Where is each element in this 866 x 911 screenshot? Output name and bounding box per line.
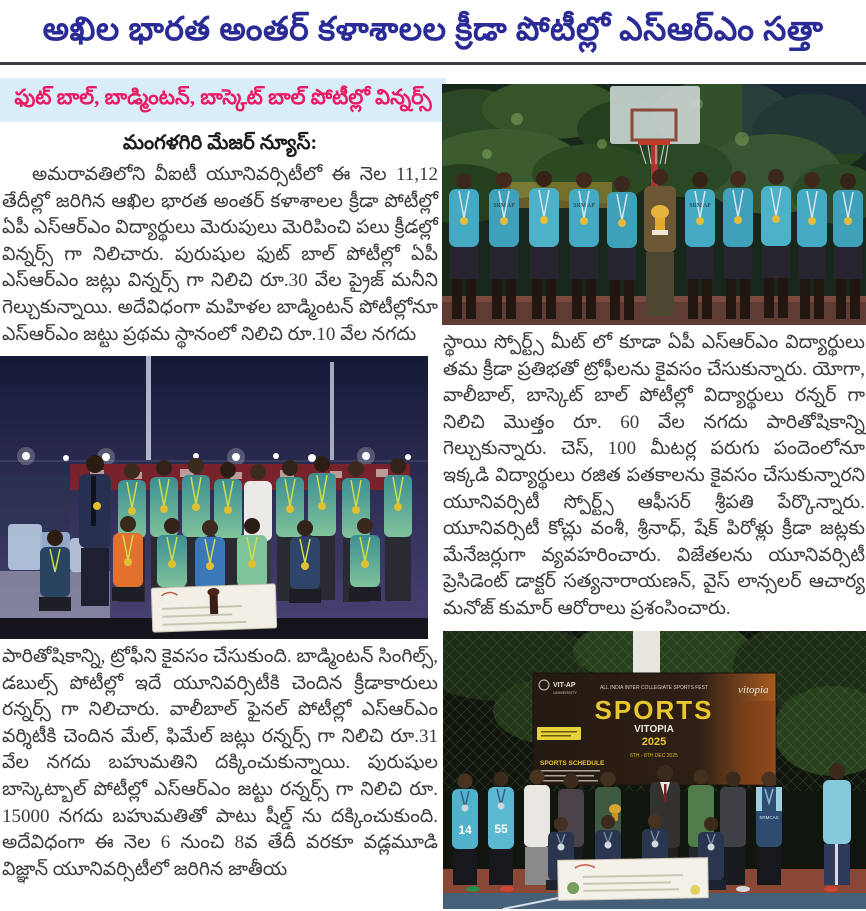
paragraph-right: స్థాయి స్పోర్ట్స్ మీట్ లో కూడా ఏపీ ఎస్ఆర్ఎం విద్యార్థులు తమ క్రీడా ప్రతిభతో ట్రోఫీలను కైవసం చేసుకున్నారు. యోగా, వాలీబాల్, బాస్కెట్ బాల్ పోటీల్లో విద్యార్థులు రన్నర్ గా నిలిచి మొత్తం రూ. 60 వేల నగదు పారితోషికాన్ని గెల్చుకున్నారు. చెస్, 100 మీటర్ల పరుగు పందెంలోనూ ఇక్కడి విద్యార్థులు రజిత పతకాలను కైవసం చేసుకున్నారని యూనివర్సిటీ స్పోర్ట్స్ ఆఫీసర్ శ్రీపతి పేర్కొన్నారు. యూనివర్సిటీ కోచ్లు వంశీ, శ్రీనాధ్, షేక్ పిరోళ్లు క్రీడా జట్లకు మేనేజర్లుగా వ్యవహరించారు. విజేతలను యూనివర్సిటీ ప్రెసిడెంట్ డాక్టర్ సత్యనారాయణన్, వైస్ లాన్సలర్ ఆచార్య మనోజ్ కుమార్ ఆరోరాలు ప్రశంసించారు. [443,332,865,619]
svg-text:VIT-AP: VIT-AP [553,682,576,689]
svg-text:SRMCAS: SRMCAS [759,815,779,820]
subhead-bar [0,78,446,122]
vitopia-photo-art [443,631,866,909]
svg-text:UNIVERSITY: UNIVERSITY [553,690,578,695]
subhead-text: ఫుట్ బాల్, బాడ్మింటన్, బాస్కెట్ బాల్ పోటీల్లో విన్నర్స్ [14,85,432,109]
player-figure [79,455,111,606]
photo-football-team [0,356,428,639]
official-figure [823,763,851,885]
prize-cheque [151,584,276,632]
svg-text:ALL INDIA INTER COLLEGIATE SPO: ALL INDIA INTER COLLEGIATE SPORTS FEST [600,685,708,691]
paragraph-left-1: అమరావతిలోని వీఐటీ యూనివర్సిటీలో ఈ నెల 11,12 తేదీల్లో జరిగిన ఆఖిల భారత అంతర్ కళాశాలల క్రీడా పోటీల్లో ఏపీ ఎస్ఆర్ఎం విద్యార్థులు మెరుపులు మెరిపించి పలు క్రీడల్లో విన్నర్స్ గా నిలిచారు. పురుషుల ఫుట్ బాల్ పోటీల్లో ఏపీ ఎస్ఆర్ఎం జట్లు విన్నర్స్ గా నిలిచి రూ.30 వేల ప్రైజ్ మనీని గెల్చుకున్నాయి. అదేవిధంగా మహిళల బాడ్మింటన్ పోటీల్లోనూ ఎస్ఆర్ఎం జట్టు ప్రథమ స్థానంలో నిలిచి రూ.10 వేల నగదు [2,164,438,345]
dateline: మంగళగిరి మేజర్ న్యూస్: [122,132,318,154]
svg-text:14: 14 [458,823,472,837]
photo-basketball-team [442,84,866,325]
svg-text:55: 55 [494,822,508,836]
svg-text:SRM AP: SRM AP [493,203,515,209]
headline-divider [0,62,866,65]
player-figure [384,458,412,601]
player-figure [756,772,782,886]
svg-text:SRM AP: SRM AP [689,203,711,209]
svg-text:SRM AP: SRM AP [573,203,595,209]
prize-cheque [558,858,709,901]
basketball-photo-art [442,84,866,325]
svg-text:6TH - 8TH DEC 2025: 6TH - 8TH DEC 2025 [630,753,678,759]
page-title: అఖిల భారత అంతర్ కళాశాలల క్రీడా పోటీల్లో ఎస్ఆర్ఎం సత్తా [42,12,824,48]
football-photo-art [0,356,428,639]
player-row [449,169,863,320]
vitopia-script-logo: vitopia [738,684,769,696]
photo-vitopia-group [443,631,866,909]
svg-text:SPORTS SCHEDULE: SPORTS SCHEDULE [540,760,605,767]
player-figure [452,774,478,886]
svg-text:VITOPIA: VITOPIA [634,724,674,735]
player-figure [488,772,514,886]
schedule-box [537,727,581,740]
paragraph-left-2: పారితోషికాన్ని, ట్రోఫీని కైవసం చేసుకుంది. బాడ్మింటన్ సింగిల్స్, డబుల్స్ పోటీల్లో ఇదే యూనివర్సిటీకి చెందిన క్రీడాకారులు రన్నర్స్ గా నిలిచారు. వాలీబాల్ ఫైనల్ పోటీల్లో ఎస్ఆర్ఎం వర్శిటీకి చెందిన మేల్, ఫిమేల్ జట్లు రన్నర్స్ గా నిలిచి రూ.31 వేల నగదు బహుమతిని దక్కించుకున్నాయి. పురుషుల బాస్కెట్బాల్ పోటీల్లో ఎస్ఆర్ఎం జట్టు రన్నర్స్ గా నిలిచి రూ. 15000 నగదు బహుమతితో పాటు షీల్డ్ ను దక్కించుకుంది. అదేవిధంగా ఈ నెల 6 నుంచి 8వ తేదీ వరకూ వడ్లమూడి విజ్ఞాన్ యూనివర్సిటీలో జరిగిన జాతీయ [2,646,438,880]
svg-text:SPORTS: SPORTS [594,695,714,725]
coach-figure [644,169,676,316]
svg-text:2025: 2025 [641,736,667,748]
official-figure [524,770,550,886]
sports-vitopia-banner [533,673,776,785]
